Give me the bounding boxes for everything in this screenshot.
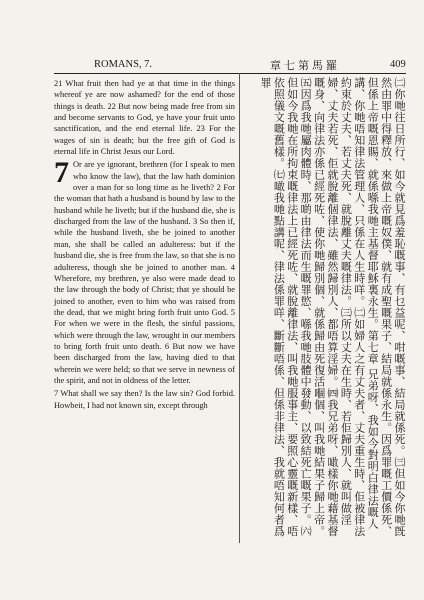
running-head-chinese: 章七第馬羅: [270, 59, 340, 72]
running-head-english: ROMANS, 7.: [94, 59, 153, 70]
english-chapter-paragraph: [54, 156, 235, 386]
english-paragraph: 7 What shall we say then? Is the law sin? God forbid. Howbeit, I had not known sin, except through: [54, 389, 235, 410]
page-header: [0, 0, 424, 76]
english-column: [54, 78, 235, 411]
header-rule: [54, 73, 406, 74]
column-divider: [239, 73, 240, 543]
english-chapter-text: Or are ye ignorant, brethren (for I speak to men who know the law), that the law hath dominion over a man for so long time as he liveth? 2 For the woman that hath a husband is bound by law to the husband while he liveth; but if the husband die, she is discharged from the law of the husband. 3 So then if, while the husband liveth, she be joined to another man, she shall be called an adulteress: but if the husband die, she is free from the law, so that she is no adulteress, though she be joined to another man. 4 Wherefore, my brethren, ye also were made dead to the law through the body of Christ; that ye should be joined to another, even to him who was raised from the dead, that we might bring forth fruit unto God. 5 For when we were in the flesh, the sinful passions, which were through the law, wrought in our members to bring forth fruit unto death. 6 But now we have been discharged from the law, having died to that wherein we were held; so that we serve in newness of the spirit, and not in oldness of the letter.: [54, 160, 235, 385]
page-number: 409: [390, 59, 406, 70]
english-paragraph: 21 What fruit then had ye at that time in the things whereof ye are now ashamed? for the end of those things is death. 22 But now being made free from sin and become servants to God, ye have your fruit unto sanctification, and the end eternal life. 23 For the wages of sin is death; but the free gift of God is eternal life in Christ Jesus our Lord.: [54, 79, 235, 157]
chinese-column: ㈡你哋往日所行、如今就見爲羞恥嘅事、有乜益呢、咁嘅事、結局就係死。㈢但如今你哋旣然由罪中得釋放、來做上帝嘅奴僕、就有成聖嘅果子、結局就係永生。因爲罪嘅工價係死、但係上帝嘅恩賜、就係喺我哋主基督耶穌裏永生。第七章 兄弟呀、我如今對明白律法嘅人講、你哋唔知律法管理人、只係在人生時咩。㈡如婦人之有丈夫者、丈夫重生時、佢被律法約束於丈夫、若丈夫死、就脫離丈夫嘅律法。㈢所以丈夫在生時、若佢歸別人、就叫做淫婦、丈夫若死、佢就脫離個律法、雖然歸別人、都唔算淫婦。㈣我兄弟呀、噉樣你哋藉基督嘅身、向律法亦係已經死咗、使你哋歸別個、就係歸由死復活嗰個、叫我哋結果子歸上帝。㈤因爲我哋屬肉體時、那啲由律法而生嘅罪慾、喺我哋肢體中發動、以致結死亡嘅果子。㈥但如今我哋在所拘束嘅律法上已經死咗、就脫離律法、叫我哋服事主、要照心靈嘅新樣、唔依照儀文嘅舊樣。㈦噉我哋點講呢、律法係罪咩、斷斷唔係、但係非律法、我就唔知何者爲罪: [258, 77, 406, 537]
chapter-number: 7: [54, 156, 69, 190]
